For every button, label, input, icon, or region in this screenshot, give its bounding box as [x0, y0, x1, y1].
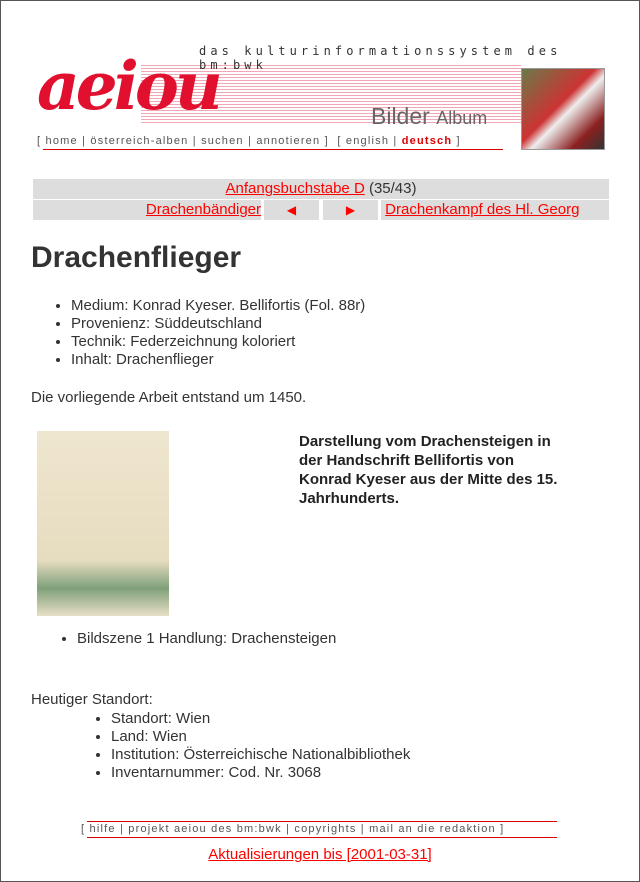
- prev-cell: [33, 200, 261, 220]
- nav-underline: [43, 149, 503, 150]
- detail-item: • Provenienz: Süddeutschland: [71, 315, 365, 333]
- next-item-link[interactable]: Drachenkampf des Hl. Georg: [385, 201, 580, 218]
- location-item: • Institution: Österreichische Nationalbibliothek: [111, 746, 410, 764]
- prev-arrow-button[interactable]: [264, 200, 319, 220]
- album-title-main: Bilder: [371, 103, 430, 129]
- footer-hilfe[interactable]: hilfe: [89, 823, 116, 835]
- header-portrait-image: [521, 68, 605, 150]
- lang-deutsch[interactable]: deutsch: [401, 135, 453, 147]
- index-letter-link[interactable]: Anfangsbuchstabe D: [225, 180, 365, 197]
- footer-line-bottom: [87, 837, 557, 838]
- nav-oesterreich-alben[interactable]: österreich-alben: [90, 135, 189, 147]
- triangle-right-icon: ▶: [345, 203, 356, 217]
- aeiou-logo[interactable]: aeiou: [37, 47, 219, 125]
- top-nav: [ home | österreich-alben | suchen | annotieren ] [ english | deutsch ]: [37, 135, 461, 147]
- description: Die vorliegende Arbeit entstand um 1450.: [31, 389, 307, 406]
- footer-projekt[interactable]: projekt aeiou des bm:bwk: [128, 823, 282, 835]
- location-item: • Land: Wien: [111, 728, 410, 746]
- next-arrow-button[interactable]: [323, 200, 378, 220]
- lang-english[interactable]: english: [345, 135, 390, 147]
- detail-item: • Medium: Konrad Kyeser. Bellifortis (Fol. 88r): [71, 297, 365, 315]
- location-label: Heutiger Standort:: [31, 691, 153, 708]
- footer-nav: [ hilfe | projekt aeiou des bm:bwk | copyrights | mail an die redaktion ]: [81, 823, 505, 835]
- prev-item-link[interactable]: Drachenbändiger: [145, 201, 261, 218]
- triangle-left-icon: ◀: [286, 203, 297, 217]
- update-info: [1, 846, 639, 863]
- nav-suchen[interactable]: suchen: [201, 135, 244, 147]
- image-caption: Darstellung vom Drachensteigen in der Handschrift Bellifortis von Konrad Kyeser aus der Mitte des 15. Jahrhunderts.: [299, 433, 558, 507]
- updates-link[interactable]: Aktualisierungen bis [2001-03-31]: [208, 846, 432, 863]
- location-item: • Inventarnummer: Cod. Nr. 3068: [111, 764, 410, 782]
- details-list: [31, 297, 365, 369]
- page-title: Drachenflieger: [31, 241, 242, 274]
- next-cell: [381, 200, 609, 220]
- footer-copyrights[interactable]: copyrights: [294, 823, 357, 835]
- location-list: [71, 710, 410, 782]
- nav-annotieren[interactable]: annotieren: [256, 135, 321, 147]
- location-item: • Standort: Wien: [111, 710, 410, 728]
- scene-list: [37, 630, 336, 648]
- tagline: das kulturinformationssystem des bm:bwk: [199, 44, 562, 72]
- index-bar: [33, 179, 609, 199]
- scene-item: • Bildszene 1 Handlung: Drachensteigen: [77, 630, 336, 648]
- footer-mail[interactable]: mail an die redaktion: [369, 823, 496, 835]
- detail-item: • Technik: Federzeichnung koloriert: [71, 333, 365, 351]
- footer-line-top: [87, 821, 557, 822]
- index-count: (35/43): [368, 180, 417, 197]
- artwork-image[interactable]: [37, 431, 169, 616]
- nav-home[interactable]: home: [45, 135, 78, 147]
- detail-item: • Inhalt: Drachenflieger: [71, 351, 365, 369]
- album-title-sub: Album: [436, 108, 488, 128]
- album-title: [371, 103, 487, 130]
